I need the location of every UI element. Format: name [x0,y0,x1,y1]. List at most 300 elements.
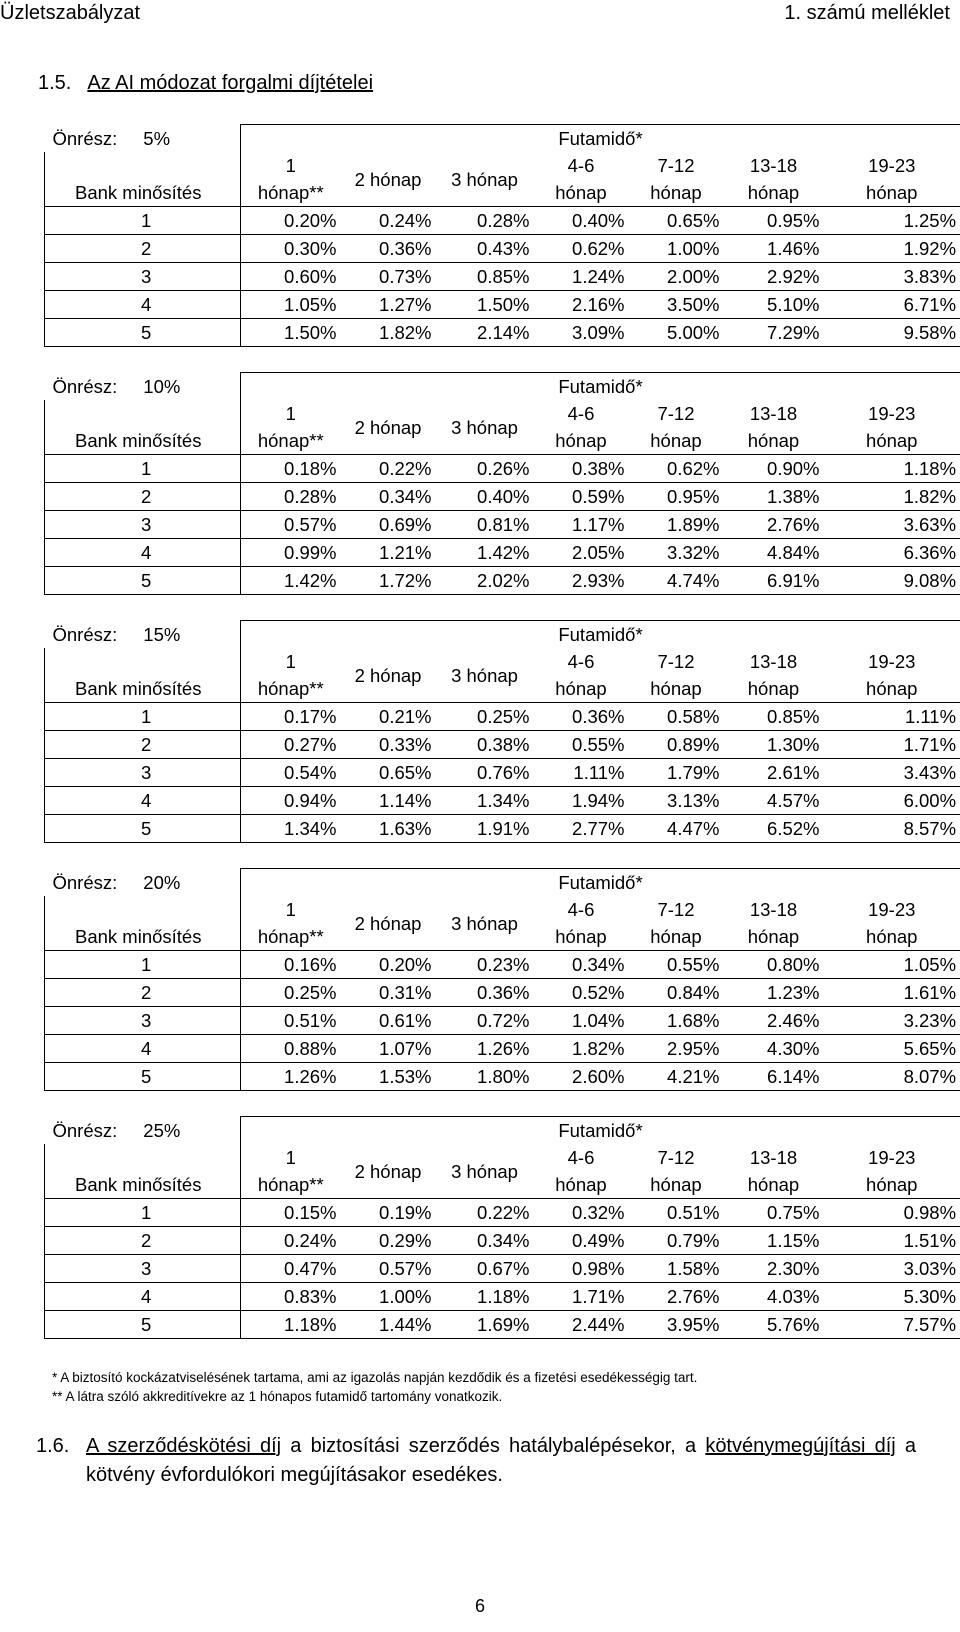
term-column-header [824,896,960,951]
rate-cell: 6.71% [824,291,960,319]
rate-cell: 0.88% [241,1035,341,1063]
rate-cell: 0.18% [241,455,341,483]
term-column-header [724,152,824,207]
rate-cell: 0.31% [341,979,436,1007]
rate-cell: 1.18% [824,455,960,483]
rate-cell: 0.40% [534,207,629,235]
term-column-header-line: 7-12 [657,899,695,920]
rate-cell: 1.15% [724,1227,824,1255]
term-column-header-line: 13-18 [749,899,798,920]
term-column-header-line: hónap [555,430,607,451]
rate-cell: 3.09% [534,319,629,347]
term-column-header [534,152,629,207]
table-row [45,235,960,263]
rate-cell: 3.63% [824,511,960,539]
term-column-header [824,1144,960,1199]
rate-cell: 1.82% [534,1035,629,1063]
rate-cell: 2.46% [724,1007,824,1035]
term-column-header-line: 2 hónap [354,416,422,438]
rate-cell: 0.34% [534,951,629,979]
term-column-header-line: 7-12 [657,155,695,176]
rate-cell: 6.00% [824,787,960,815]
footnotes [52,1368,697,1406]
contract-fee-term: A szerződéskötési díj [86,1435,282,1457]
rate-cell: 0.51% [241,1007,341,1035]
rate-cell: 0.19% [341,1199,436,1227]
term-column-header-line: 19-23 [868,899,916,920]
term-header: Futamidő* [241,1117,960,1145]
rating-cell: 2 [45,979,241,1007]
rate-cell: 0.58% [629,703,724,731]
deductible-value: 10% [143,375,181,397]
rate-cell: 0.52% [534,979,629,1007]
rate-cell: 1.05% [241,291,341,319]
term-column-header-line: 19-23 [868,403,916,424]
rate-cell: 4.47% [629,815,724,843]
term-column-header-line: hónap [866,1174,918,1195]
rate-cell: 0.22% [341,455,436,483]
rating-cell: 1 [45,207,241,235]
rate-cell: 0.17% [241,703,341,731]
term-column-header-line: 2 hónap [354,168,422,190]
rating-cell: 2 [45,731,241,759]
rate-cell: 2.44% [534,1311,629,1339]
term-column-header-line: hónap [650,182,702,203]
table-row [45,1255,960,1283]
deductible-caption: Önrész: [52,623,118,645]
deductible-caption: Önrész: [52,127,118,149]
section-2-number: 1.6. [36,1435,70,1457]
rate-cell: 0.29% [341,1227,436,1255]
rate-cell: 0.38% [436,731,534,759]
rate-cell: 1.71% [824,731,960,759]
column-header-row [45,896,960,951]
rate-cell: 0.26% [436,455,534,483]
term-column-header-line: hónap [866,430,918,451]
term-column-header-line: 19-23 [868,1147,916,1168]
table-row [45,1007,960,1035]
rate-cell: 0.43% [436,235,534,263]
table-row [45,1311,960,1339]
rate-cell: 0.40% [436,483,534,511]
rate-cell: 0.81% [436,511,534,539]
term-column-header [436,648,534,703]
rate-cell: 3.50% [629,291,724,319]
rate-cell: 0.22% [436,1199,534,1227]
rate-cell: 0.28% [241,483,341,511]
term-header: Futamidő* [241,373,960,401]
rate-cell: 4.57% [724,787,824,815]
table-row [45,319,960,347]
term-column-header [436,1144,534,1199]
table-row [45,263,960,291]
rate-cell: 1.25% [824,207,960,235]
table-row [45,455,960,483]
rate-cell: 1.24% [534,263,629,291]
rate-cell: 4.74% [629,567,724,595]
rate-cell: 0.30% [241,235,341,263]
rate-cell: 0.38% [534,455,629,483]
rate-cell: 1.00% [341,1283,436,1311]
rate-cell: 1.94% [534,787,629,815]
table-title-row [45,869,960,897]
rate-cell: 1.89% [629,511,724,539]
table-row [45,1035,960,1063]
rate-cell: 2.76% [629,1283,724,1311]
term-column-header-line: 7-12 [657,403,695,424]
term-column-header-line: 3 hónap [451,664,518,686]
rating-cell: 4 [45,787,241,815]
term-column-header [341,896,436,951]
rate-cell: 3.95% [629,1311,724,1339]
bank-rating-header: Bank minősítés [45,896,241,951]
term-column-header-line: hónap [650,1174,702,1195]
renewal-fee-term: kötvénymegújítási díj [705,1435,896,1457]
term-column-header [824,400,960,455]
rate-cell: 1.05% [824,951,960,979]
footnote-1: * A biztosító kockázatviselésének tartama, ami az igazolás napján kezdődik és a fizetési esedékességig tart. [52,1370,698,1385]
rating-cell: 3 [45,263,241,291]
rating-cell: 3 [45,759,241,787]
rate-cell: 0.69% [341,511,436,539]
rate-cell: 0.73% [341,263,436,291]
rate-cell: 0.65% [341,759,436,787]
rate-cell: 1.53% [341,1063,436,1091]
rate-cell: 1.69% [436,1311,534,1339]
rate-cell: 0.28% [436,207,534,235]
table-row [45,539,960,567]
table-row [45,567,960,595]
table-row [45,951,960,979]
term-column-header-line: hónap** [257,678,324,699]
rate-cell: 0.25% [241,979,341,1007]
rate-cell: 2.00% [629,263,724,291]
rate-cell: 1.17% [534,511,629,539]
rating-cell: 5 [45,567,241,595]
rating-cell: 1 [45,703,241,731]
rate-cell: 0.99% [241,539,341,567]
rate-cell: 6.91% [724,567,824,595]
term-column-header-line: hónap** [257,926,324,947]
term-column-header [341,648,436,703]
rate-cell: 0.85% [724,703,824,731]
section-number: 1.5. [38,72,72,94]
term-column-header-line: hónap [555,678,607,699]
rate-cell: 5.65% [824,1035,960,1063]
rating-cell: 3 [45,511,241,539]
rate-cell: 8.57% [824,815,960,843]
rate-table-block [44,868,960,1091]
section-heading: Az AI módozat forgalmi díjtételei [87,72,374,94]
table-row [45,511,960,539]
rate-cell: 5.00% [629,319,724,347]
term-column-header-line: hónap** [257,182,324,203]
rate-cell: 1.80% [436,1063,534,1091]
rate-cell: 5.10% [724,291,824,319]
term-column-header-line: 4-6 [567,155,595,176]
section-title [38,72,373,95]
deductible-label [45,1117,241,1145]
rate-cell: 0.75% [724,1199,824,1227]
rate-cell: 6.36% [824,539,960,567]
rate-cell: 0.62% [534,235,629,263]
rate-cell: 0.90% [724,455,824,483]
rate-cell: 1.50% [241,319,341,347]
rate-cell: 0.89% [629,731,724,759]
rate-cell: 1.38% [724,483,824,511]
rate-table-block [44,372,960,595]
rate-cell: 3.43% [824,759,960,787]
rate-cell: 1.91% [436,815,534,843]
deductible-caption: Önrész: [52,871,118,893]
rate-cell: 1.50% [436,291,534,319]
term-column-header-line: hónap [866,926,918,947]
rating-cell: 1 [45,1199,241,1227]
table-row [45,483,960,511]
rate-cell: 2.30% [724,1255,824,1283]
term-column-header-line: hónap [866,182,918,203]
table-row [45,207,960,235]
section-2-body [86,1432,916,1490]
rate-cell: 0.16% [241,951,341,979]
term-column-header-line: hónap** [257,430,324,451]
term-column-header-line: 7-12 [657,1147,695,1168]
rate-cell: 0.76% [436,759,534,787]
rate-cell: 0.72% [436,1007,534,1035]
term-column-header [629,152,724,207]
term-column-header [629,1144,724,1199]
rate-cell: 1.71% [534,1283,629,1311]
rate-cell: 0.95% [629,483,724,511]
term-column-header-line: 13-18 [749,155,798,176]
rate-cell: 3.83% [824,263,960,291]
rate-cell: 4.21% [629,1063,724,1091]
rate-cell: 0.80% [724,951,824,979]
rate-cell: 3.23% [824,1007,960,1035]
rate-cell: 0.57% [341,1255,436,1283]
deductible-label [45,869,241,897]
rating-cell: 1 [45,951,241,979]
rate-cell: 0.85% [436,263,534,291]
rate-cell: 0.33% [341,731,436,759]
term-column-header [724,648,824,703]
rate-cell: 1.18% [436,1283,534,1311]
rate-table [44,1116,960,1339]
document-header-left: Üzletszabályzat [0,2,141,24]
rate-cell: 7.29% [724,319,824,347]
table-row [45,1283,960,1311]
rate-cell: 2.02% [436,567,534,595]
rate-cell: 0.67% [436,1255,534,1283]
term-column-header [341,1144,436,1199]
rate-cell: 0.36% [436,979,534,1007]
rate-cell: 7.57% [824,1311,960,1339]
term-column-header-line: hónap [555,926,607,947]
term-column-header [436,152,534,207]
term-column-header-line: 2 hónap [354,912,422,934]
term-column-header [534,1144,629,1199]
term-column-header [629,400,724,455]
table-row [45,1227,960,1255]
rate-cell: 1.30% [724,731,824,759]
term-column-header [824,648,960,703]
term-column-header-line: 1 [285,1147,296,1168]
column-header-row [45,152,960,207]
rate-table-block [44,1116,960,1339]
term-column-header [724,1144,824,1199]
term-column-header [341,152,436,207]
rate-table [44,372,960,595]
term-column-header-line: hónap [555,1174,607,1195]
rate-cell: 1.34% [436,787,534,815]
deductible-label [45,621,241,649]
rate-cell: 0.57% [241,511,341,539]
rate-cell: 2.95% [629,1035,724,1063]
rate-cell: 1.00% [629,235,724,263]
table-row [45,759,960,787]
deductible-caption: Önrész: [52,375,118,397]
term-column-header-line: hónap [650,926,702,947]
rate-cell: 0.95% [724,207,824,235]
rate-cell: 5.30% [824,1283,960,1311]
rate-cell: 0.61% [341,1007,436,1035]
bank-rating-header: Bank minősítés [45,400,241,455]
rate-cell: 2.16% [534,291,629,319]
term-column-header-line: 13-18 [749,1147,798,1168]
footnote-2: ** A látra szóló akkreditívekre az 1 hónapos futamidő tartomány vonatkozik. [52,1389,503,1404]
term-column-header-line: 2 hónap [354,1160,422,1182]
bank-rating-header: Bank minősítés [45,1144,241,1199]
rate-cell: 1.44% [341,1311,436,1339]
rate-cell: 0.98% [824,1199,960,1227]
term-column-header-line: hónap [747,430,800,451]
rate-table-block [44,124,960,347]
term-column-header [534,896,629,951]
rate-cell: 6.14% [724,1063,824,1091]
rate-cell: 2.14% [436,319,534,347]
table-title-row [45,621,960,649]
term-column-header [724,400,824,455]
rate-table [44,868,960,1091]
section-2-text-1: a biztosítási szerződés hatálybalépésekor, a [281,1435,706,1457]
rate-cell: 1.18% [241,1311,341,1339]
rate-cell: 0.84% [629,979,724,1007]
rate-cell: 3.32% [629,539,724,567]
section-1-6 [36,1432,916,1490]
rating-cell: 2 [45,1227,241,1255]
rate-cell: 6.52% [724,815,824,843]
rate-cell: 1.11% [534,759,629,787]
rate-cell: 1.51% [824,1227,960,1255]
term-column-header [241,152,341,207]
rate-cell: 1.42% [241,567,341,595]
rate-cell: 9.08% [824,567,960,595]
term-column-header-line: 1 [285,899,296,920]
rate-table-block [44,620,960,843]
table-row [45,1063,960,1091]
rate-cell: 0.36% [341,235,436,263]
rating-cell: 4 [45,291,241,319]
rate-cell: 4.30% [724,1035,824,1063]
term-column-header [534,648,629,703]
rate-cell: 1.82% [341,319,436,347]
rate-cell: 1.11% [824,703,960,731]
rate-cell: 0.59% [534,483,629,511]
rate-cell: 0.34% [341,483,436,511]
rate-cell: 1.72% [341,567,436,595]
rate-cell: 2.76% [724,511,824,539]
document-header-right: 1. számú melléklet [784,2,950,24]
rating-cell: 3 [45,1007,241,1035]
rate-cell: 0.27% [241,731,341,759]
term-column-header-line: 3 hónap [451,912,518,934]
table-title-row [45,125,960,153]
term-header: Futamidő* [241,621,960,649]
term-column-header [629,648,724,703]
rating-cell: 5 [45,1063,241,1091]
term-column-header-line: hónap [747,678,800,699]
rate-cell: 1.61% [824,979,960,1007]
term-column-header [341,400,436,455]
term-column-header-line: hónap [747,1174,800,1195]
rate-cell: 1.82% [824,483,960,511]
term-column-header [724,896,824,951]
table-row [45,703,960,731]
rating-cell: 4 [45,539,241,567]
rate-cell: 0.51% [629,1199,724,1227]
table-row [45,1199,960,1227]
term-column-header [241,1144,341,1199]
rate-cell: 2.92% [724,263,824,291]
rating-cell: 5 [45,319,241,347]
rating-cell: 2 [45,235,241,263]
rate-cell: 2.60% [534,1063,629,1091]
deductible-value: 5% [143,127,171,149]
deductible-value: 25% [143,1119,181,1141]
rate-cell: 1.58% [629,1255,724,1283]
term-column-header-line: 3 hónap [451,1160,518,1182]
term-column-header [241,648,341,703]
rate-cell: 1.92% [824,235,960,263]
term-column-header-line: 4-6 [567,899,595,920]
term-column-header [241,896,341,951]
rate-cell: 4.03% [724,1283,824,1311]
rate-cell: 0.79% [629,1227,724,1255]
term-column-header-line: hónap [555,182,607,203]
rate-cell: 2.93% [534,567,629,595]
rate-cell: 2.05% [534,539,629,567]
term-column-header-line: hónap [747,926,800,947]
term-column-header-line: 3 hónap [451,168,518,190]
term-column-header [436,896,534,951]
term-column-header-line: 4-6 [567,1147,595,1168]
bank-rating-header: Bank minősítés [45,152,241,207]
rate-cell: 0.21% [341,703,436,731]
rate-table [44,620,960,843]
rating-cell: 5 [45,815,241,843]
rate-cell: 0.24% [241,1227,341,1255]
table-row [45,291,960,319]
term-column-header-line: 7-12 [657,651,695,672]
rate-cell: 1.79% [629,759,724,787]
term-column-header-line: 19-23 [868,155,916,176]
rate-cell: 1.68% [629,1007,724,1035]
rating-cell: 4 [45,1035,241,1063]
table-row [45,787,960,815]
term-column-header [629,896,724,951]
rating-cell: 2 [45,483,241,511]
term-column-header-line: 19-23 [868,651,916,672]
